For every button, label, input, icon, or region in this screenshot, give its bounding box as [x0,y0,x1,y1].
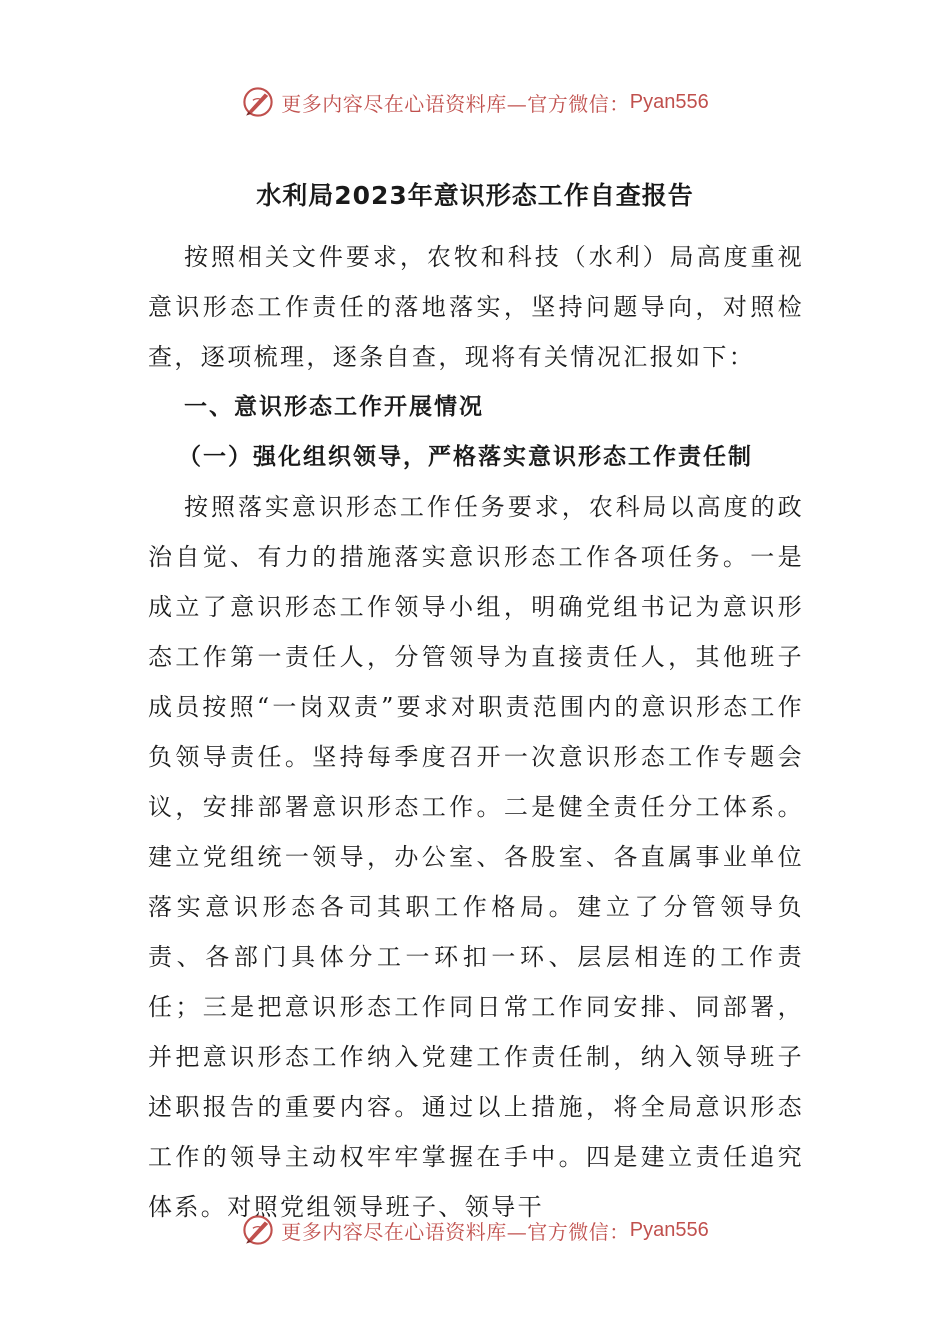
footer-watermark [0,1210,950,1250]
watermark-wechat-id: Pyan556 [629,90,709,113]
section-heading: 一、意识形态工作开展情况 [184,394,484,420]
intro-paragraph: 按照相关文件要求，农牧和科技（水利）局高度重视意识形态工作责任的落地落实，坚持问题导向，对照检查，逐项梳理，逐条自查，现将有关情况汇报如下： [148,243,804,371]
pen-logo-icon [241,1213,275,1247]
watermark-wechat-id: Pyan556 [629,1218,709,1241]
header-watermark [0,82,950,122]
document-title: 水利局2023年意识形态工作自查报告 [256,181,694,210]
subsection-heading: （一）强化组织领导，严格落实意识形态工作责任制 [178,444,753,470]
watermark-text: 更多内容尽在心语资料库—官方微信： [281,91,630,116]
body-paragraph: 按照落实意识形态工作任务要求，农科局以高度的政治自觉、有力的措施落实意识形态工作各项任务。一是成立了意识形态工作领导小组，明确党组书记为意识形态工作第一责任人，分管领导为直接责任人，其他班子成员按照“一岗双责”要求对职责范围内的意识形态工作负领导责任。坚持每季度召开一次意识形态工作专题会议，安排部署意识形态工作。二是健全责任分工体系。建立党组统一领导，办公室、各股室、各直属事业单位落实意识形态各司其职工作格局。建立了分管领导负责、各部门具体分工一环扣一环、层层相连的工作责任；三是把意识形态工作同日常工作同安排、同部署，并把意识形态工作纳入党建工作责任制，纳入领导班子述职报告的重要内容。通过以上措施，将全局意识形态工作的领导主动权牢牢掌握在手中。四是建立责任追究体系。对照党组领导班子、领导干 [148,493,804,1221]
document-body [148,232,804,1232]
watermark-text: 更多内容尽在心语资料库—官方微信： [281,1219,630,1244]
pen-logo-icon [241,85,275,119]
